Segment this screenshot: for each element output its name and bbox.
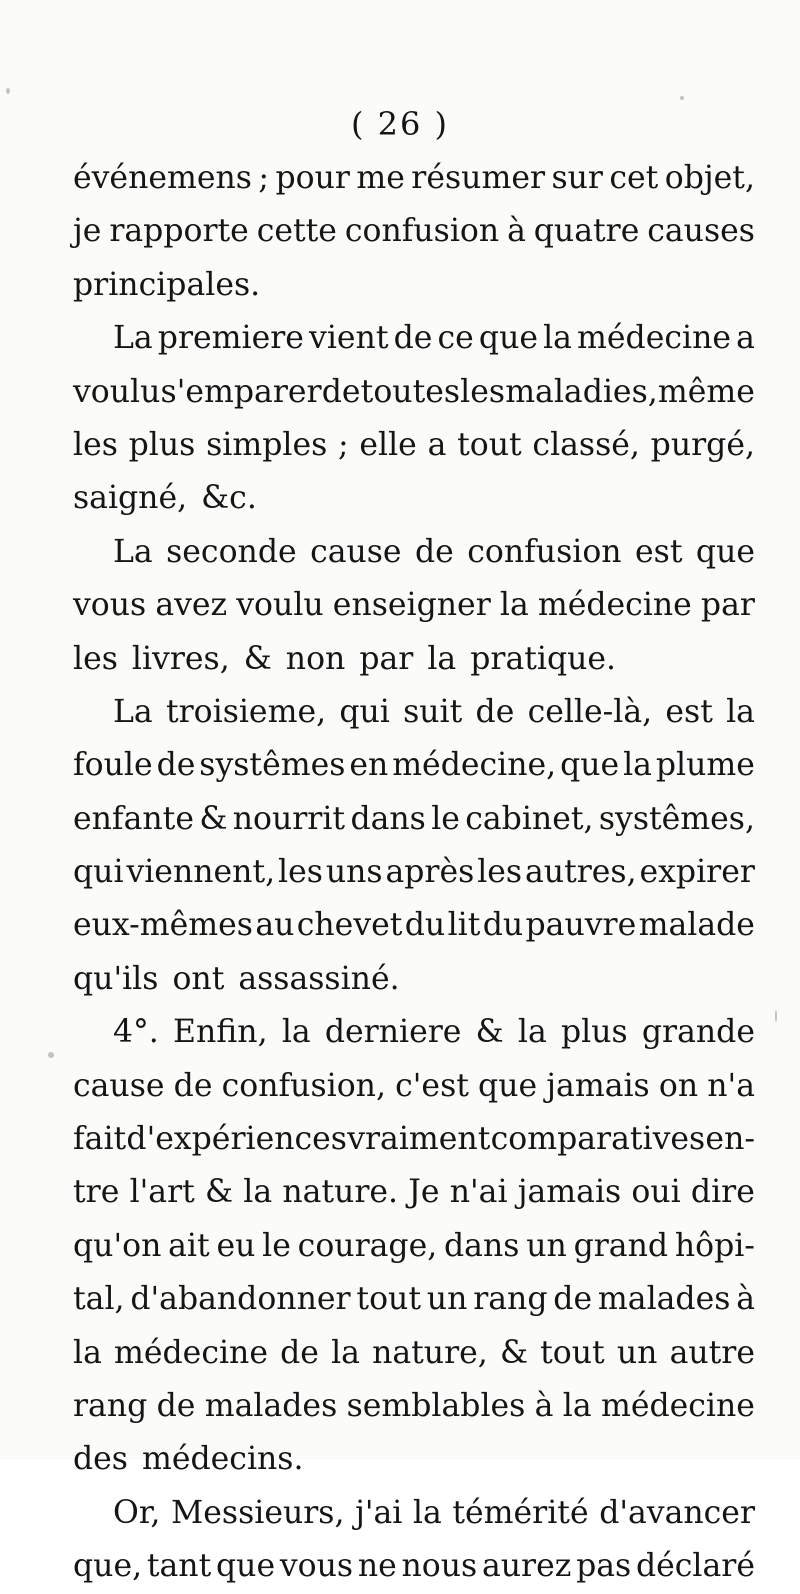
text-line: qui viennent, les uns après les autres, expirer [73,854,755,891]
paper-speck [775,1010,777,1022]
body-text [73,152,755,1594]
text-line: tal, d'abandonner tout un rang de malades à [73,1281,755,1318]
text-line: vous avez voulu enseigner la médecine par [73,587,755,624]
text-line: Or, Messieurs, j'ai la témérité d'avancer [113,1494,755,1531]
text-line: La premiere vient de ce que la médecine a [113,320,755,357]
text-line: tre l'art & la nature. Je n'ai jamais oui dire [73,1174,755,1211]
text-line: la médecine de la nature, & tout un autre [73,1334,755,1371]
text-line: foule de systêmes en médecine, que la plume [73,747,755,784]
text-line: que, tant que vous ne nous aurez pas déclaré [73,1548,755,1585]
text-line: qu'on ait eu le courage, dans un grand hôpi- [73,1227,755,1264]
text-line: fait d'expériences vraiment comparatives en- [73,1121,755,1158]
text-line: voulu s'emparer de toutes les maladies, même [73,373,755,410]
page-number: ( 26 ) [350,105,450,143]
text-line: cause de confusion, c'est que jamais on n'a [73,1067,755,1104]
paper-speck [6,88,10,94]
paper-speck [48,1052,54,1058]
text-line: 4°. Enfin, la derniere & la plus grande [113,1014,755,1051]
text-line: les plus simples ; elle a tout classé, purgé, [73,426,755,463]
text-line: principales. [73,266,261,303]
text-line: rang de malades semblables à la médecine [73,1387,755,1424]
text-line: La troisieme, qui suit de celle-là, est la [113,693,755,730]
text-line: les livres, & non par la pratique. [73,640,617,677]
text-line: événemens ; pour me résumer sur cet objet, [73,160,755,196]
text-line: des médecins. [73,1441,304,1478]
text-line: La seconde cause de confusion est que [113,533,755,570]
text-line: je rapporte cette confusion à quatre causes [73,213,755,250]
text-line: qu'ils ont assassiné. [73,960,400,997]
text-line: eux-mêmes au chevet du lit du pauvre malade [73,907,755,944]
text-line: saigné, &c. [73,480,257,517]
text-line: enfante & nourrit dans le cabinet, systêmes, [73,800,755,837]
